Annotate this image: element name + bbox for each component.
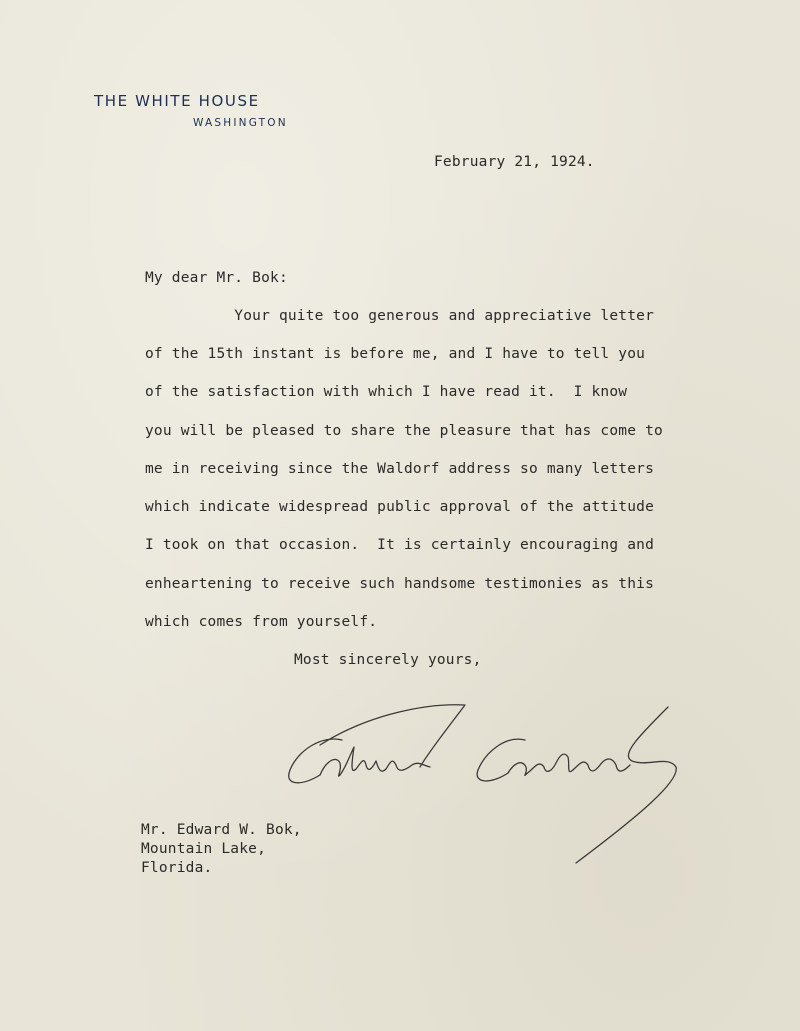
closing: Most sincerely yours, xyxy=(294,652,482,668)
signature xyxy=(280,695,690,870)
letterhead-subtitle: WASHINGTON xyxy=(193,117,288,129)
body-line: of the satisfaction with which I have read it. I know xyxy=(145,384,628,400)
salutation: My dear Mr. Bok: xyxy=(145,270,288,286)
recipient-line: Mountain Lake, xyxy=(141,841,267,857)
body-line: I took on that occasion. It is certainly encouraging and xyxy=(145,537,654,553)
body-line: enheartening to receive such handsome testimonies as this xyxy=(145,576,654,592)
body-line: you will be pleased to share the pleasure that has come to xyxy=(145,423,663,439)
body-line: Your quite too generous and appreciative letter xyxy=(145,308,654,324)
body-line: of the 15th instant is before me, and I have to tell you xyxy=(145,346,646,362)
recipient-line: Florida. xyxy=(141,860,213,876)
body-line: which indicate widespread public approval of the attitude xyxy=(145,499,654,515)
body-line: which comes from yourself. xyxy=(145,614,378,630)
recipient-line: Mr. Edward W. Bok, xyxy=(141,822,302,838)
letterhead-title: THE WHITE HOUSE xyxy=(94,92,260,110)
body-line: me in receiving since the Waldorf address so many letters xyxy=(145,461,654,477)
letter-date: February 21, 1924. xyxy=(434,154,595,170)
